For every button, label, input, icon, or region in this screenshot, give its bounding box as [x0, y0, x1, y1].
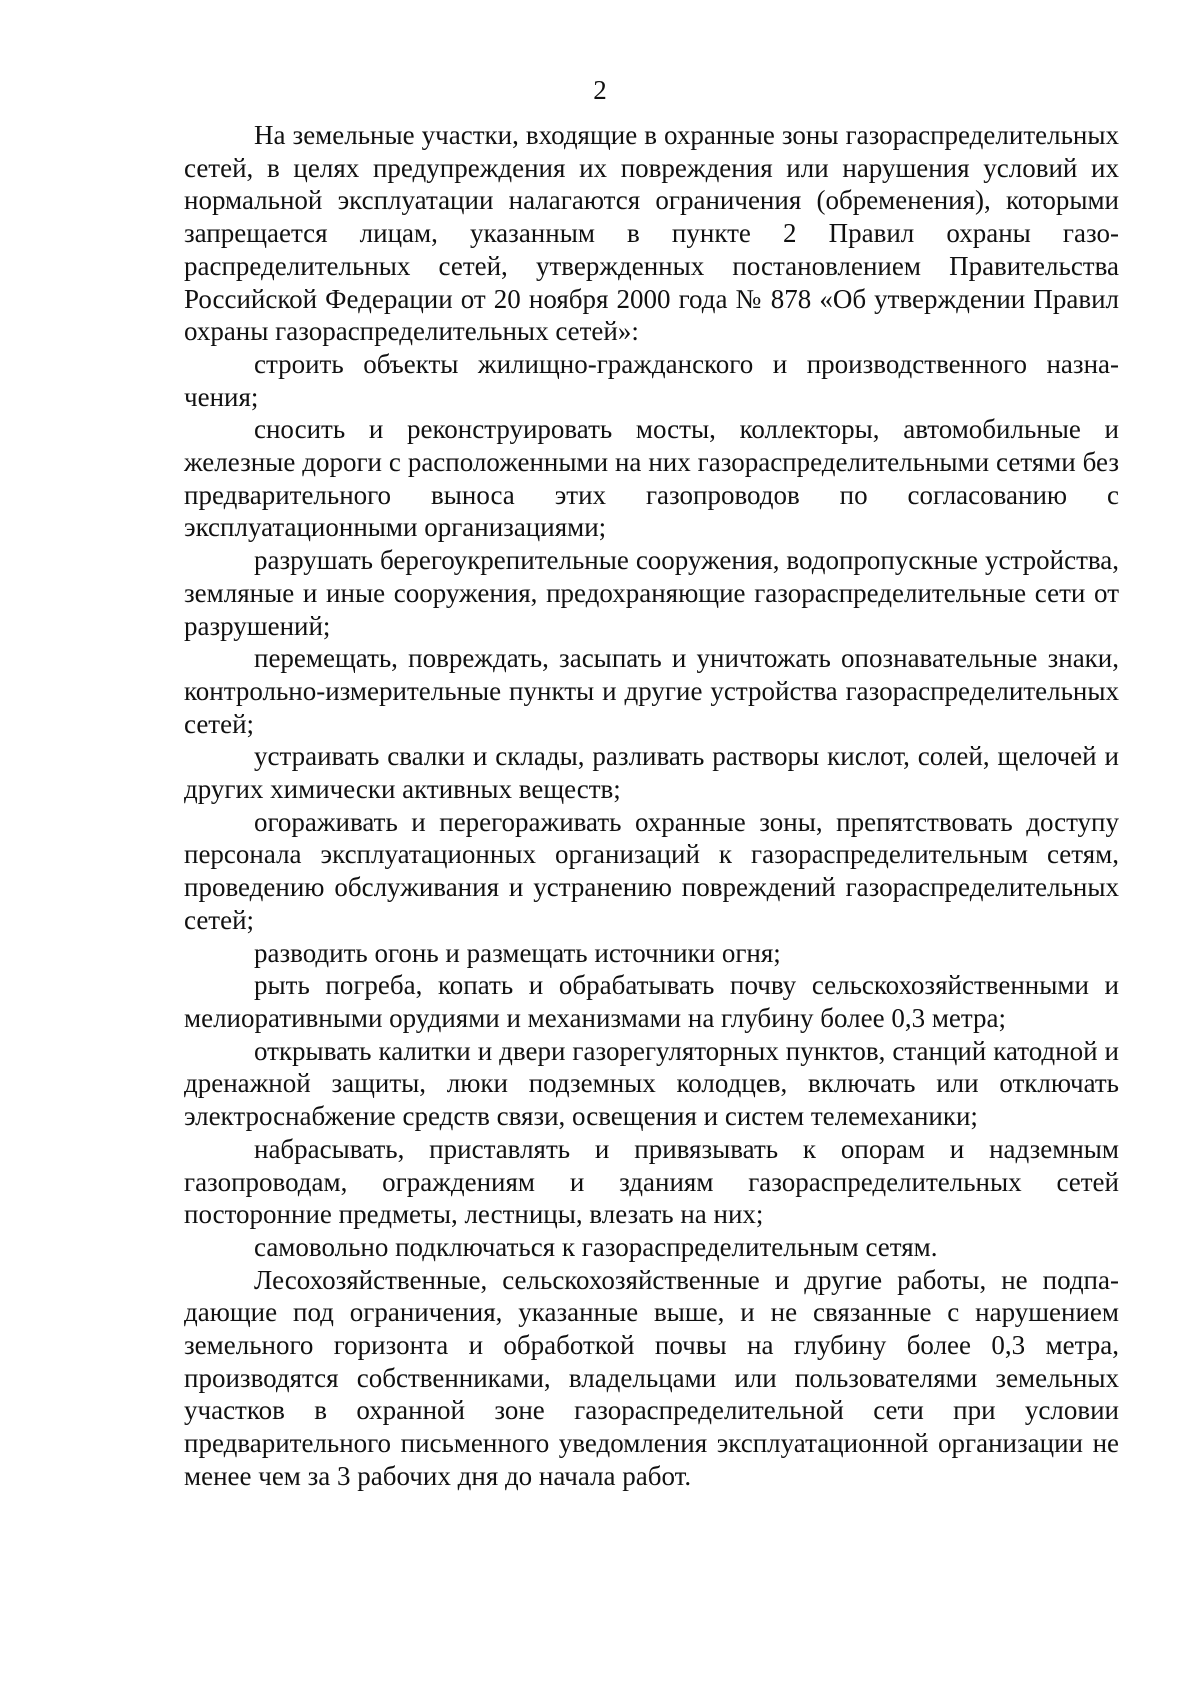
restriction-item: огораживать и перегораживать охранные зоны, препятствовать доступу персонала эксплуатационных организаций к газораспределительным сетям, проведению обслуживания и устранению повреждений газораспределительных сетей; [184, 806, 1119, 935]
page-number: 2 [593, 75, 607, 105]
restriction-item: устраивать свалки и склады, разливать растворы кислот, солей, щелочей и других химически активных веществ; [184, 741, 1119, 805]
restriction-item: рыть погреба, копать и обрабатывать почву сельскохозяйственными и мелиоративными орудиями и механизмами на глубину более 0,3 метра; [184, 970, 1119, 1033]
intro-paragraph: На земельные участки, входящие в охранные зоны газораспределительных сетей, в целях предупреждения их повреждения или нарушения условий их нормальной эксплуатации налагаются ограничения (обременения), которыми запрещается лицам, указанным в пункте 2 Правил охраны газораспределительных сетей, утвержденных постановлением Правительства Российской Федерации от 20 ноября 2000 года № 878 «Об утверждении Правил охраны газораспределительных сетей»: [184, 120, 1119, 347]
restriction-item: набрасывать, приставлять и привязывать к опорам и надземным газопроводам, ограждениям и зданиям газораспределительных сетей посторонние предметы, лестницы, влезать на них; [184, 1133, 1119, 1230]
restriction-item: открывать калитки и двери газорегуляторных пунктов, станций катодной и дренажной защиты, люки подземных колодцев, включать или отключать электроснабжение средств связи, освещения и систем телемеханики; [184, 1035, 1119, 1132]
restriction-item: разрушать берегоукрепительные сооружения, водопропускные устройства, земляные и иные сооружения, предохраняющие газораспределительные сети от разрушений; [184, 545, 1119, 641]
document-body [184, 119, 1119, 1493]
restriction-item: самовольно подключаться к газораспределительным сетям. [254, 1231, 938, 1262]
closing-paragraph: Лесохозяйственные, сельскохозяйственные и другие работы, не подпадающие под ограничения, указанные выше, и не связанные с нарушением земельного горизонта и обработкой почвы на глубину более 0,3 метра, производятся собственниками, владельцами или пользователями земельных участков в охранной зоне газораспределительной сети при условии предварительного письменного уведомления эксплуатационной организации не менее чем за 3 рабочих дня до начала работ. [184, 1264, 1119, 1491]
restriction-item: строить объекты жилищно-гражданского и производственного назначения; [184, 348, 1119, 412]
restriction-item: перемещать, повреждать, засыпать и уничтожать опознавательные знаки, контрольно-измерительные пункты и другие устройства газораспределительных сетей; [184, 643, 1119, 739]
restriction-item: разводить огонь и размещать источники огня; [254, 937, 781, 968]
restriction-item: сносить и реконструировать мосты, коллекторы, автомобильные и железные дороги с расположенными на них газораспределительными сетями без предварительного выноса этих газопроводов по согласованию с эксплуатационными организациями; [184, 414, 1119, 543]
